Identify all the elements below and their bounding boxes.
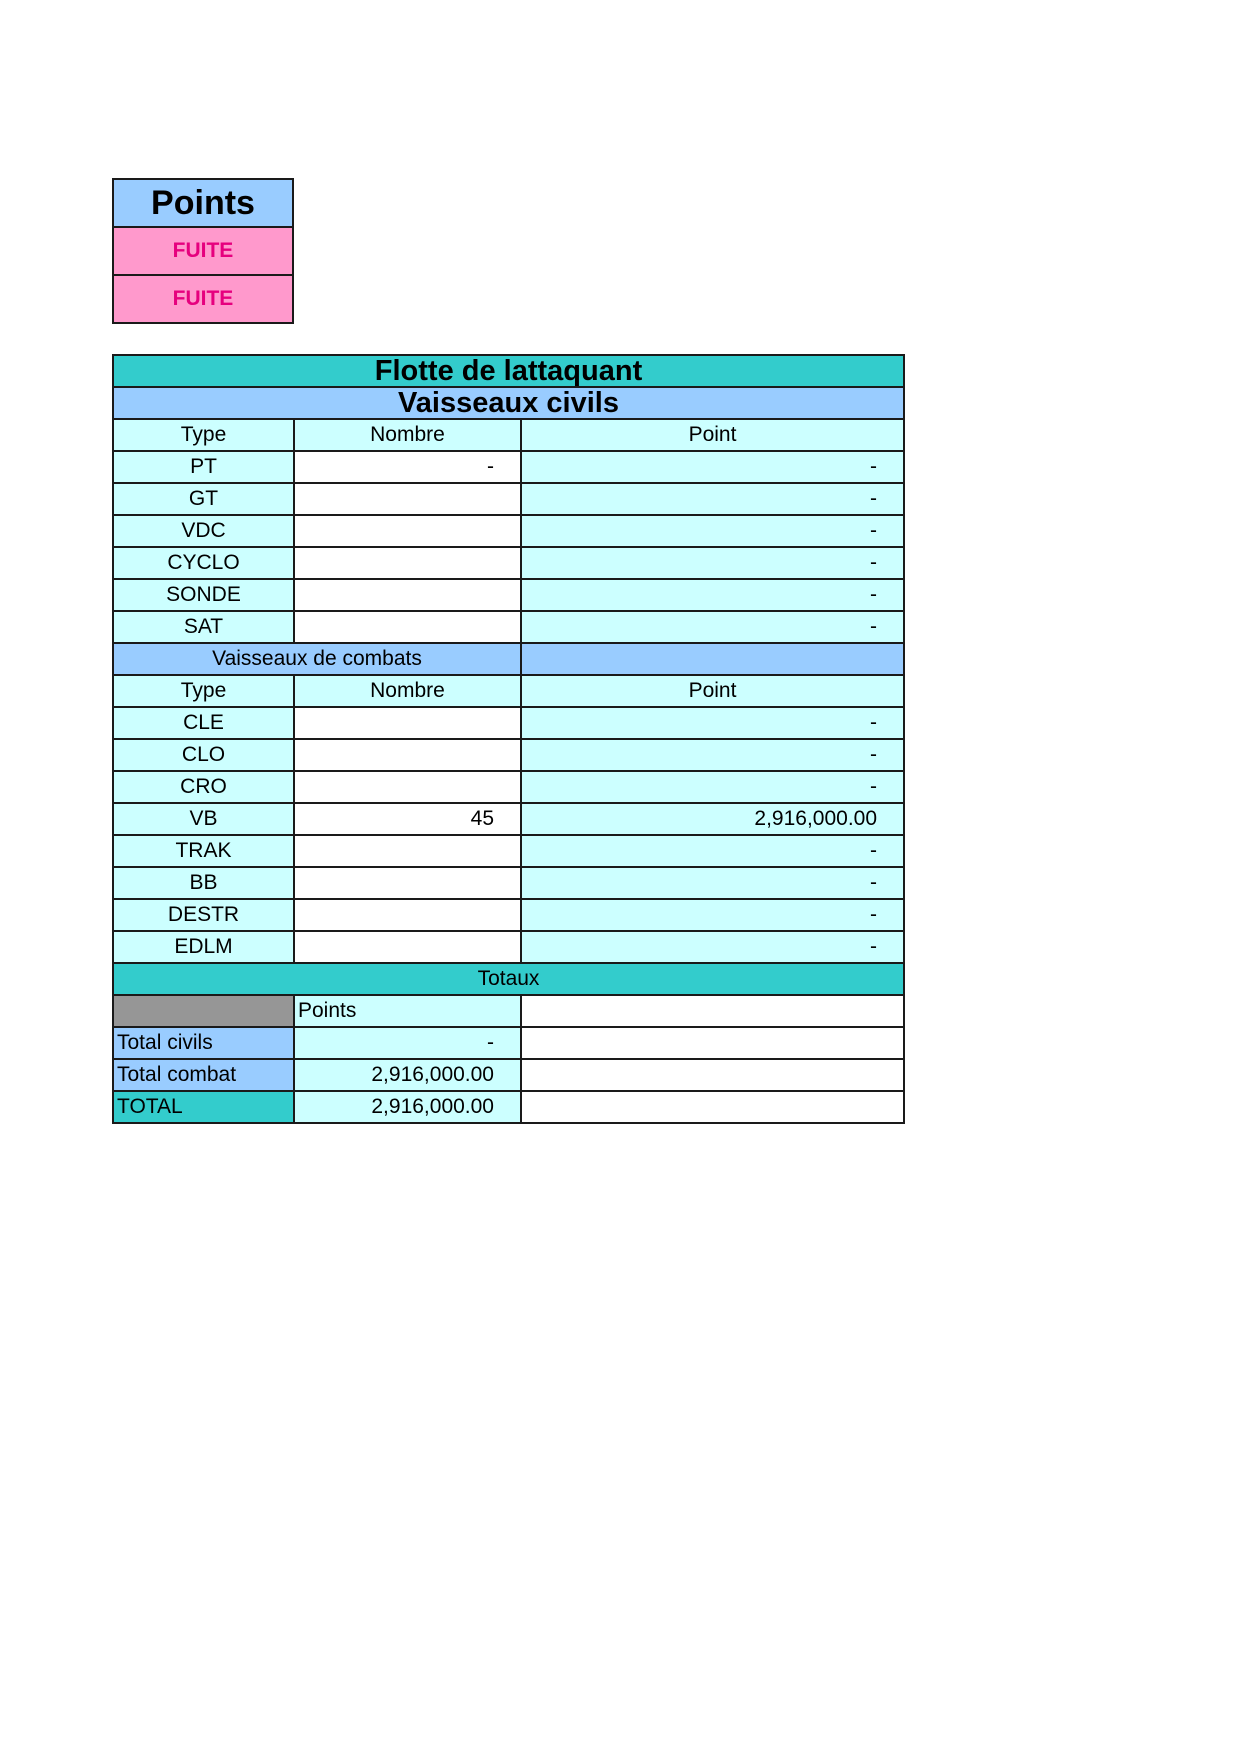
combat-row [113, 899, 904, 931]
civil-header-type: Type [113, 419, 294, 451]
total-civils-blank [521, 1027, 904, 1059]
total-civils-value: - [294, 1027, 521, 1059]
combat-type-cell: EDLM [113, 931, 294, 963]
combat-point-cell: 2,916,000.00 [521, 803, 904, 835]
combat-nombre-cell [294, 867, 521, 899]
combat-type-cell: VB [113, 803, 294, 835]
combat-row [113, 835, 904, 867]
combat-rows [113, 707, 904, 963]
totals-blank [521, 995, 904, 1027]
combat-row [113, 803, 904, 835]
civil-point-cell: - [521, 579, 904, 611]
combat-nombre-cell [294, 899, 521, 931]
civil-nombre-cell [294, 611, 521, 643]
civil-point-cell: - [521, 611, 904, 643]
combat-nombre-cell: 45 [294, 803, 521, 835]
combat-header-point: Point [521, 675, 904, 707]
combat-row [113, 739, 904, 771]
combat-point-cell: - [521, 899, 904, 931]
civil-type-cell: CYCLO [113, 547, 294, 579]
civil-type-cell: GT [113, 483, 294, 515]
fleet-title: Flotte de lattaquant [113, 355, 904, 387]
civil-nombre-cell [294, 483, 521, 515]
combat-nombre-cell [294, 835, 521, 867]
total-combat-label: Total combat [113, 1059, 294, 1091]
civil-type-cell: SAT [113, 611, 294, 643]
combat-header-type: Type [113, 675, 294, 707]
civil-point-cell: - [521, 515, 904, 547]
combat-row [113, 931, 904, 963]
totals-title: Totaux [113, 963, 904, 995]
combat-section-blank [521, 643, 904, 675]
combat-type-cell: CLO [113, 739, 294, 771]
totals-points-header: Points [294, 995, 521, 1027]
total-combat-value: 2,916,000.00 [294, 1059, 521, 1091]
civil-row [113, 579, 904, 611]
civil-header-point: Point [521, 419, 904, 451]
combat-type-cell: CLE [113, 707, 294, 739]
combat-row [113, 707, 904, 739]
combat-nombre-cell [294, 931, 521, 963]
civil-row [113, 451, 904, 483]
grand-total-blank [521, 1091, 904, 1123]
fleet-table [112, 354, 905, 1124]
combat-type-cell: CRO [113, 771, 294, 803]
civil-rows [113, 451, 904, 643]
civil-type-cell: SONDE [113, 579, 294, 611]
grand-total-value: 2,916,000.00 [294, 1091, 521, 1123]
combat-row [113, 867, 904, 899]
civil-row [113, 483, 904, 515]
combat-nombre-cell [294, 707, 521, 739]
points-box [112, 178, 294, 324]
combat-type-cell: DESTR [113, 899, 294, 931]
combat-header-nombre: Nombre [294, 675, 521, 707]
civil-point-cell: - [521, 547, 904, 579]
points-fuite-2: FUITE [113, 275, 293, 323]
civil-row [113, 547, 904, 579]
totals-corner [113, 995, 294, 1027]
civil-nombre-cell [294, 515, 521, 547]
civil-type-cell: PT [113, 451, 294, 483]
combat-point-cell: - [521, 931, 904, 963]
combat-point-cell: - [521, 739, 904, 771]
civil-type-cell: VDC [113, 515, 294, 547]
civil-nombre-cell [294, 579, 521, 611]
points-fuite-1: FUITE [113, 227, 293, 275]
civil-section-title: Vaisseaux civils [113, 387, 904, 419]
total-combat-blank [521, 1059, 904, 1091]
civil-row [113, 611, 904, 643]
combat-nombre-cell [294, 739, 521, 771]
combat-point-cell: - [521, 707, 904, 739]
civil-point-cell: - [521, 483, 904, 515]
combat-type-cell: BB [113, 867, 294, 899]
combat-point-cell: - [521, 835, 904, 867]
total-civils-label: Total civils [113, 1027, 294, 1059]
civil-nombre-cell: - [294, 451, 521, 483]
combat-section-title: Vaisseaux de combats [113, 643, 521, 675]
civil-nombre-cell [294, 547, 521, 579]
combat-row [113, 771, 904, 803]
civil-point-cell: - [521, 451, 904, 483]
civil-header-nombre: Nombre [294, 419, 521, 451]
combat-point-cell: - [521, 867, 904, 899]
combat-nombre-cell [294, 771, 521, 803]
combat-type-cell: TRAK [113, 835, 294, 867]
grand-total-label: TOTAL [113, 1091, 294, 1123]
civil-row [113, 515, 904, 547]
points-header: Points [113, 179, 293, 227]
combat-point-cell: - [521, 771, 904, 803]
